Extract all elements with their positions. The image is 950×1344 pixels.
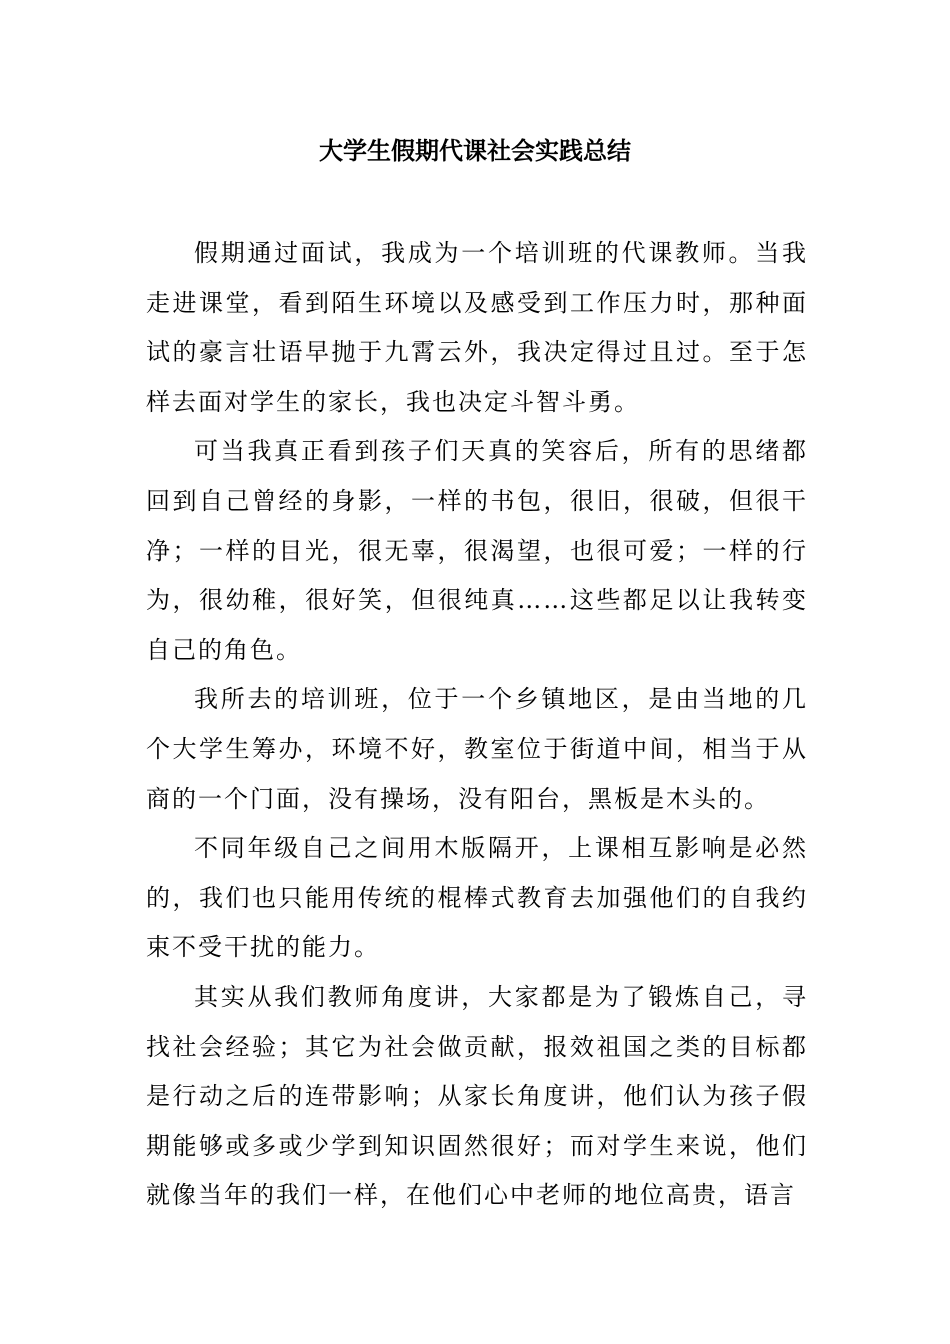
paragraph: 我所去的培训班，位于一个乡镇地区，是由当地的几个大学生筹办，环境不好，教室位于街道中间，相当于从商的一个门面，没有操场，没有阳台，黑板是木头的。 [146, 685, 808, 813]
paragraph: 假期通过面试，我成为一个培训班的代课教师。当我走进课堂，看到陌生环境以及感受到工作压力时，那种面试的豪言壮语早抛于九霄云外，我决定得过且过。至于怎样去面对学生的家长，我也决定斗智斗勇。 [146, 239, 808, 416]
paragraph: 可当我真正看到孩子们天真的笑容后，所有的思绪都回到自己曾经的身影，一样的书包，很旧，很破，但很干净；一样的目光，很无辜，很渴望，也很可爱；一样的行为，很幼稚，很好笑，但很纯真……这些都足以让我转变自己的角色。 [146, 437, 808, 664]
paragraph: 不同年级自己之间用木版隔开，上课相互影响是必然的，我们也只能用传统的棍棒式教育去加强他们的自我约束不受干扰的能力。 [146, 834, 808, 962]
document-body [146, 229, 808, 1221]
document-title: 大学生假期代课社会实践总结 [319, 136, 631, 165]
paragraph: 其实从我们教师角度讲，大家都是为了锻炼自己，寻找社会经验；其它为社会做贡献，报效祖国之类的目标都是行动之后的连带影响；从家长角度讲，他们认为孩子假期能够或多或少学到知识固然很好；而对学生来说，他们就像当年的我们一样，在他们心中老师的地位高贵，语言 [146, 982, 808, 1210]
